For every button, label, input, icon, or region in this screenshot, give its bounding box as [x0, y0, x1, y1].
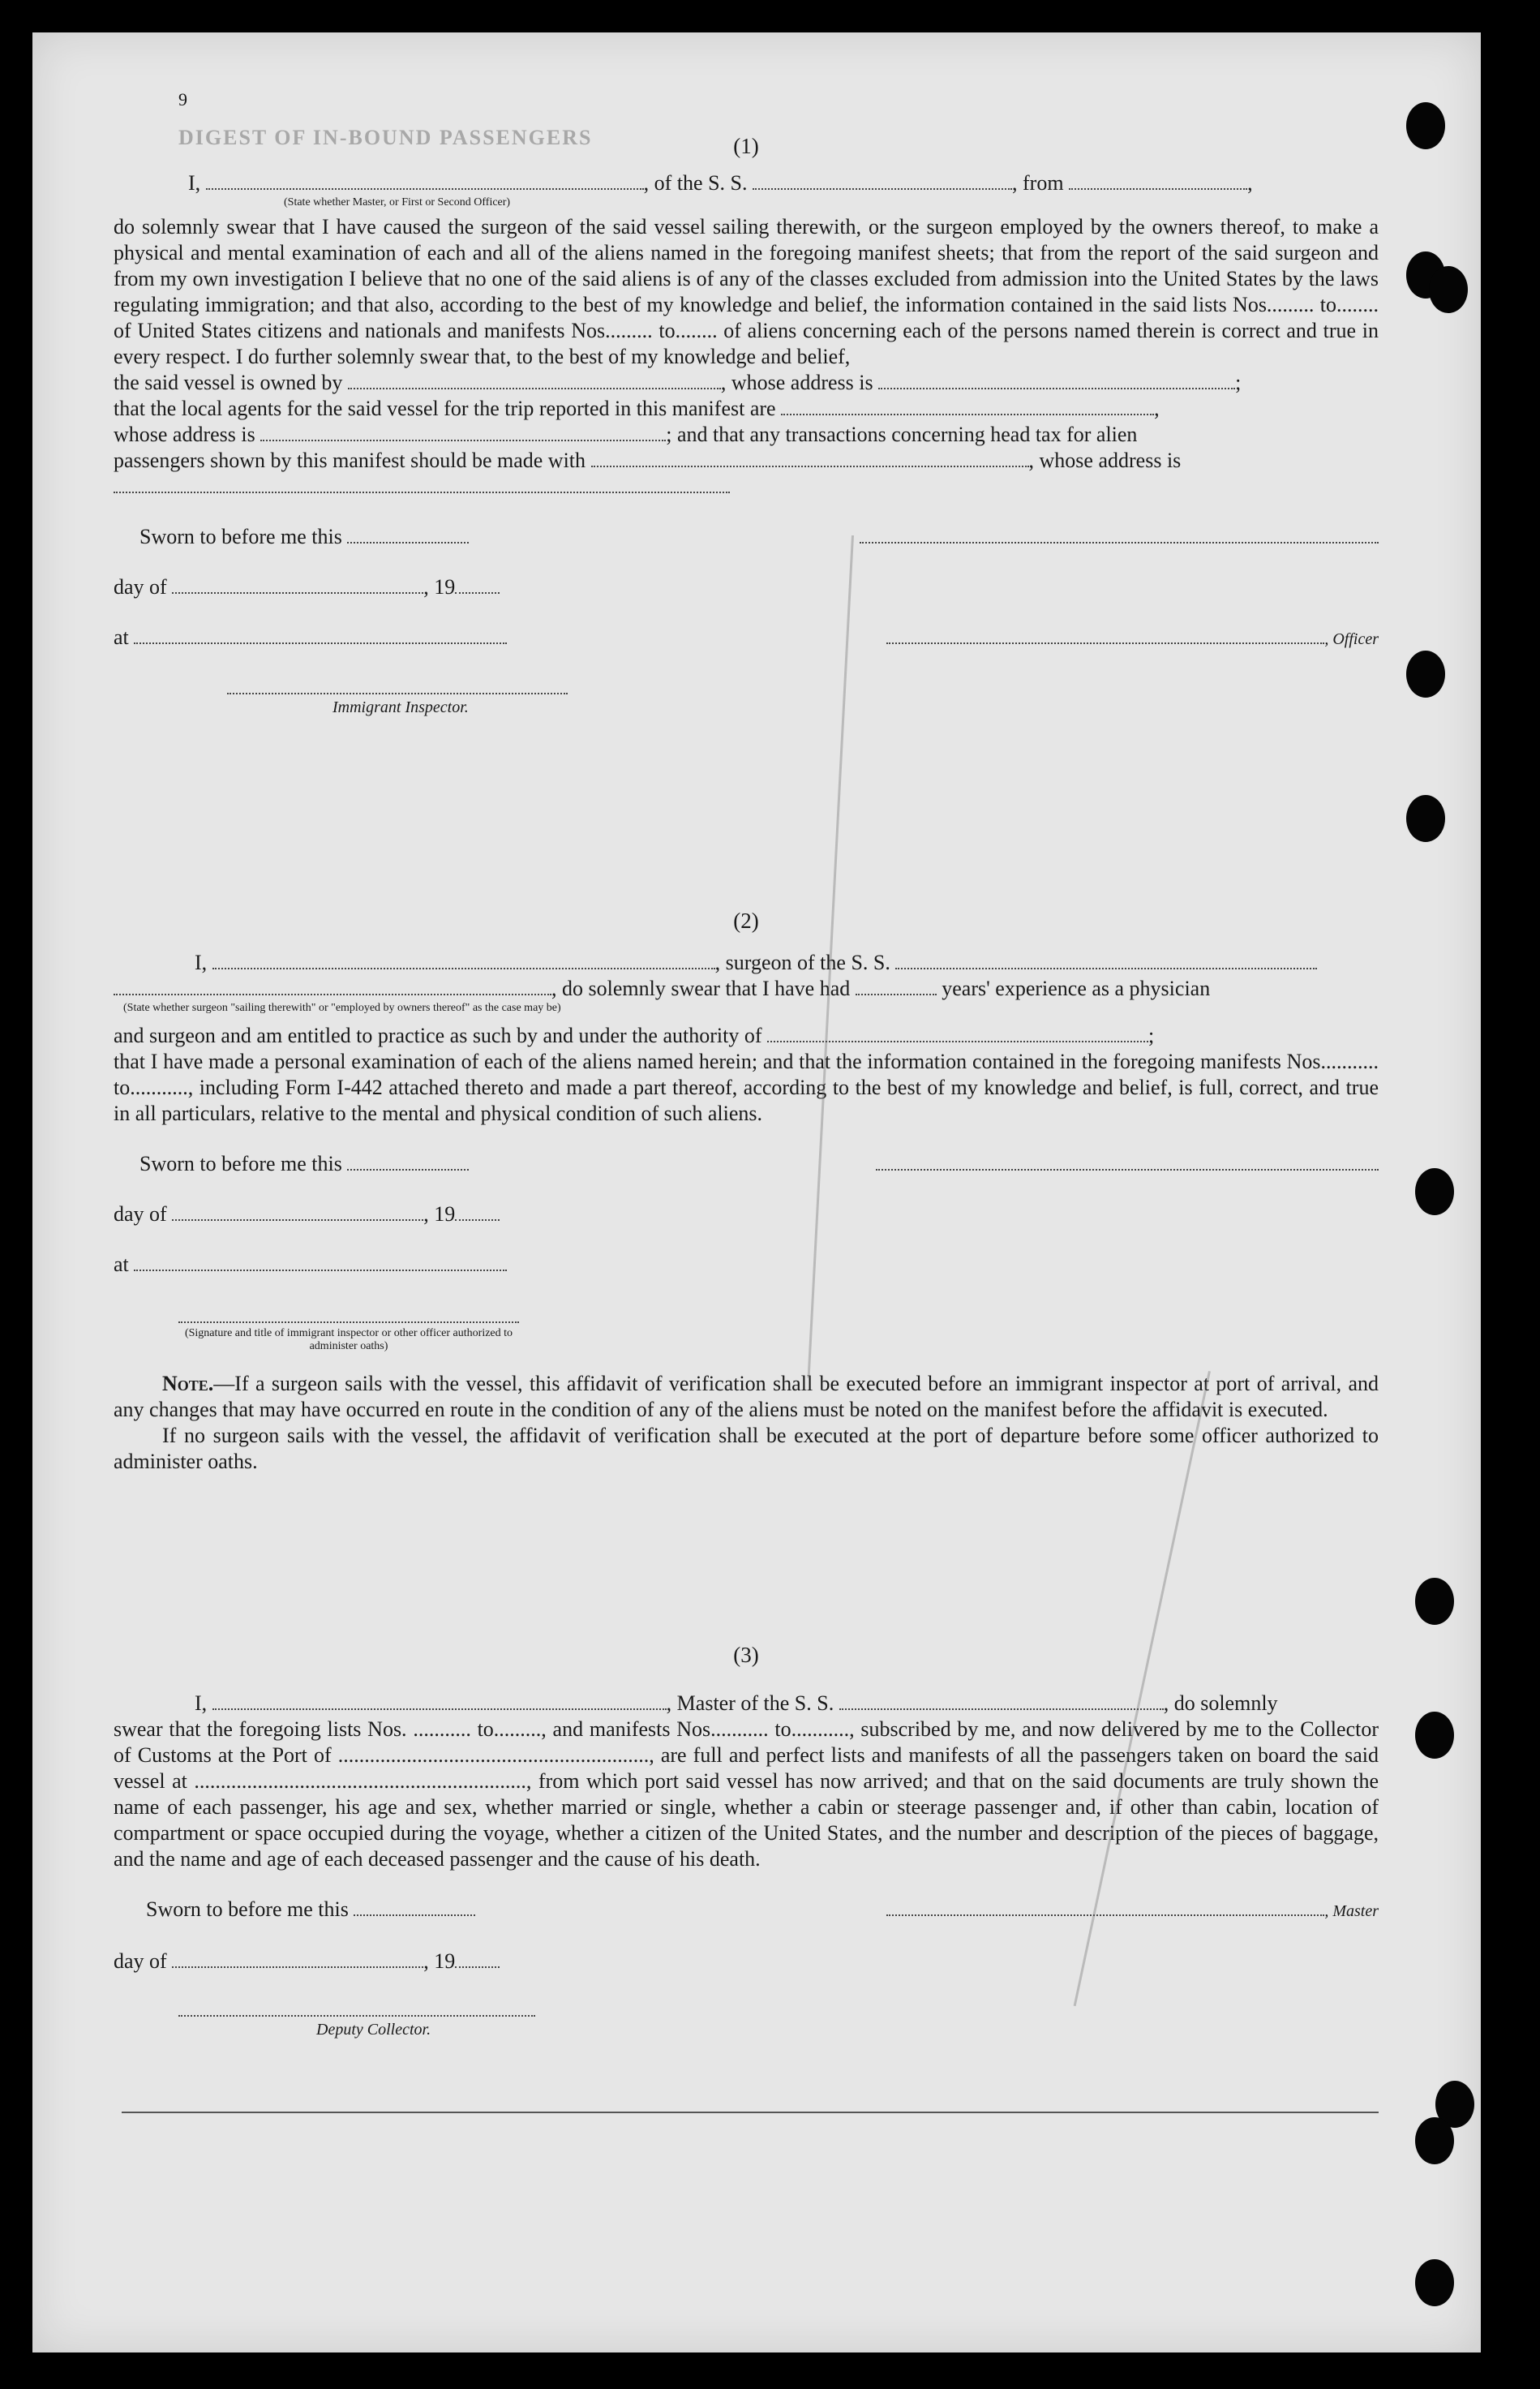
agents-line: that the local agents for the said vessel for the trip reported in this manifest are ,	[114, 397, 1160, 420]
day-row-2	[114, 1201, 1379, 1227]
collector-block	[114, 1999, 1379, 2039]
section-2	[114, 909, 1379, 1475]
punch-hole	[1406, 795, 1445, 842]
label-year: , 19	[423, 1949, 456, 1973]
label-whose-address: whose address is	[114, 423, 255, 446]
section-3	[114, 1643, 1379, 2039]
label-at: at	[114, 625, 129, 649]
officer-title-field[interactable]	[886, 626, 1324, 644]
master-name-field[interactable]	[212, 1692, 667, 1710]
label-year: , 19	[423, 575, 456, 599]
owned-by-line: the said vessel is owned by , whose address is ;	[114, 371, 1242, 394]
inspector-signature-field[interactable]	[227, 677, 568, 694]
day-field[interactable]	[172, 1203, 423, 1221]
year-field[interactable]	[455, 1950, 500, 1968]
officer-caption: (State whether Master, or First or Second Officer)	[284, 196, 511, 208]
surgeon-signature-field[interactable]	[876, 1153, 1379, 1171]
year-field[interactable]	[455, 576, 500, 594]
sworn-date-field[interactable]	[347, 1153, 469, 1171]
master-vessel-field[interactable]	[839, 1692, 1164, 1710]
sworn-row-3	[114, 1897, 1379, 1924]
experience-line	[114, 976, 1379, 1002]
label-solemnly: , do solemnly swear that I have had	[551, 977, 851, 1000]
collector-signature-field[interactable]	[178, 1999, 535, 2017]
punch-hole	[1406, 651, 1445, 698]
label-from: , from	[1012, 171, 1064, 195]
master-signature-field[interactable]	[886, 1898, 1324, 1916]
day-field[interactable]	[172, 1950, 423, 1968]
head-tax-contact-field[interactable]	[591, 449, 1029, 467]
section-1-body: do solemnly swear that I have caused the surgeon of the said vessel sailing therewith, or the surgeon employed by the owners thereof, to make a physical and mental examination of each and all of the aliens named in the foregoing manifest sheets; that from the report of the said surgeon and from my own investigation I believe that no one of the said aliens is of any of the classes excluded from admission into the United States by the laws regulating immigration; and that also, according to the best of my knowledge and belief, the information contained in the said lists Nos......... to........ of United States citizens and nationals and manifests Nos......... to........ of aliens concerning each of the persons named therein is correct and true in every respect. I do further solemnly swear that, to the best of my knowledge and belief,	[114, 215, 1379, 368]
at-row-2	[114, 1252, 1379, 1278]
label-i: I,	[195, 1691, 208, 1715]
label-collector: Deputy Collector.	[316, 2021, 431, 2039]
label-contact-address: , whose address is	[1028, 449, 1182, 472]
owner-field[interactable]	[348, 372, 721, 389]
vessel-name-field[interactable]	[753, 172, 1012, 190]
label-owner-address: , whose address is	[720, 371, 873, 394]
label-do-solemnly: , do solemnly	[1163, 1691, 1278, 1715]
section-number: (2)	[733, 909, 759, 933]
day-row-3	[114, 1949, 1379, 1974]
section-1	[114, 134, 1379, 717]
label-head-tax: ; and that any transactions concerning head tax for alien	[666, 423, 1138, 446]
note-text: —If a surgeon sails with the vessel, this affidavit of verification shall be executed before an immigrant inspector at port of arrival, and any changes that may have occurred en route in the condition of any of the aliens must be noted on the manifest before the affidavit is executed.	[114, 1372, 1379, 1421]
surgeon-type-field[interactable]	[114, 978, 551, 995]
corner-mark: 9	[178, 89, 187, 110]
surgeon-caption: (State whether surgeon "sailing therewith" or "employed by owners thereof" as the case may be)	[123, 1002, 561, 1014]
section-3-body: swear that the foregoing lists Nos. ........... to........., and manifests Nos........... to..........., subscribed by me, and now delivered by me to the Collector of Customs at the Port of ..........................................................., are full and perfect lists and manifests of all the passengers taken on board the said vessel at ..............................................................., from which port said vessel has now arrived; and that on the said documents are truly shown the name of each passenger, his age and sex, whether married or single, whether a cabin or steerage passenger and, if other than cabin, location of compartment or space occupied during the voyage, whether a citizen of the United States, and the number and description of the pieces of baggage, and the name and age of each deceased passenger and the cause of his death.	[114, 1717, 1379, 1871]
years-field[interactable]	[856, 978, 937, 995]
passengers-line	[114, 448, 1379, 474]
sworn-date-field[interactable]	[347, 526, 469, 544]
bottom-rule	[122, 2112, 1379, 2113]
punch-hole	[1415, 2259, 1454, 2306]
note-label: Note.	[162, 1372, 214, 1395]
sworn-date-field[interactable]	[354, 1898, 475, 1916]
agents-address-line	[114, 422, 1379, 448]
label-owned-by: the said vessel is owned by	[114, 371, 343, 394]
agents-field[interactable]	[781, 397, 1154, 415]
label-surgeon-ss: , surgeon of the S. S.	[714, 951, 890, 974]
section-number: (3)	[733, 1643, 759, 1667]
punch-hole	[1429, 266, 1468, 313]
authority-line: and surgeon and am entitled to practice as such by and under the authority of ;	[114, 1024, 1155, 1047]
punch-hole	[1415, 1578, 1454, 1625]
section-number: (1)	[733, 134, 759, 158]
sworn-row-1	[114, 524, 1379, 550]
label-authority: and surgeon and am entitled to practice as such by and under the authority of	[114, 1024, 762, 1047]
label-years: years' experience as a physician	[942, 977, 1211, 1000]
at-field[interactable]	[134, 626, 507, 644]
surgeon-name-field[interactable]	[212, 952, 715, 969]
label-agents: that the local agents for the said vessel for the trip reported in this manifest are	[114, 397, 776, 420]
inspector-block	[114, 677, 1379, 717]
contact-address-line	[114, 474, 1379, 500]
signature-caption: (Signature and title of immigrant inspector or other officer authorized to administer oaths)	[184, 1327, 513, 1352]
label-officer: , Officer	[1324, 630, 1379, 648]
from-port-field[interactable]	[1069, 172, 1247, 190]
note-paragraph	[114, 1371, 1379, 1423]
label-passengers: passengers shown by this manifest should be made with	[114, 449, 586, 472]
label-sworn: Sworn to before me this	[139, 525, 342, 548]
label-sworn: Sworn to before me this	[146, 1897, 349, 1921]
sworn-row-2	[114, 1151, 1379, 1177]
label-day-of: day of	[114, 1949, 167, 1973]
punch-hole	[1415, 2117, 1454, 2164]
at-row-1	[114, 625, 1379, 652]
officer-signature-field[interactable]	[860, 526, 1379, 544]
punch-hole	[1406, 102, 1445, 149]
contact-address-field[interactable]	[114, 475, 730, 493]
owner-address-field[interactable]	[878, 372, 1235, 389]
form-page	[32, 32, 1481, 2352]
label-year: , 19	[423, 1202, 456, 1226]
label-day-of: day of	[114, 1202, 167, 1226]
punch-hole	[1415, 1712, 1454, 1759]
label-i: I,	[188, 171, 201, 195]
officer-line: I, , of the S. S. , from ,	[188, 171, 1253, 195]
label-inspector: Immigrant Inspector.	[332, 698, 469, 716]
officer-name-field[interactable]	[206, 172, 644, 190]
label-sworn: Sworn to before me this	[139, 1152, 342, 1175]
agents-address-field[interactable]	[260, 423, 666, 441]
label-at: at	[114, 1253, 129, 1276]
label-day-of: day of	[114, 575, 167, 599]
note-2: If no surgeon sails with the vessel, the affidavit of verification shall be executed at the port of departure before some officer authorized to administer oaths.	[114, 1424, 1379, 1473]
label-ss: , of the S. S.	[643, 171, 748, 195]
year-field[interactable]	[455, 1203, 500, 1221]
surgeon-line	[114, 950, 1379, 976]
day-row-1	[114, 574, 1379, 600]
master-line	[114, 1691, 1379, 1717]
punch-hole	[1415, 1168, 1454, 1215]
faded-stamp: DIGEST OF IN-BOUND PASSENGERS	[178, 126, 593, 149]
at-field[interactable]	[134, 1253, 507, 1271]
label-master-ss: , Master of the S. S.	[666, 1691, 834, 1715]
surgeon-vessel-field[interactable]	[895, 952, 1317, 969]
label-master: , Master	[1324, 1902, 1379, 1920]
inspector-signature-field[interactable]	[178, 1305, 519, 1323]
inspector-block-2	[114, 1305, 1379, 1353]
day-field[interactable]	[172, 576, 423, 594]
section-2-body: that I have made a personal examination of each of the aliens named herein; and that the information contained in the foregoing manifests Nos........... to..........., including Form I-442 attached thereto and made a part thereof, according to the best of my knowledge and belief, is full, correct, and true in all particulars, relative to the mental and physical condition of such aliens.	[114, 1050, 1379, 1125]
label-i: I,	[195, 951, 208, 974]
